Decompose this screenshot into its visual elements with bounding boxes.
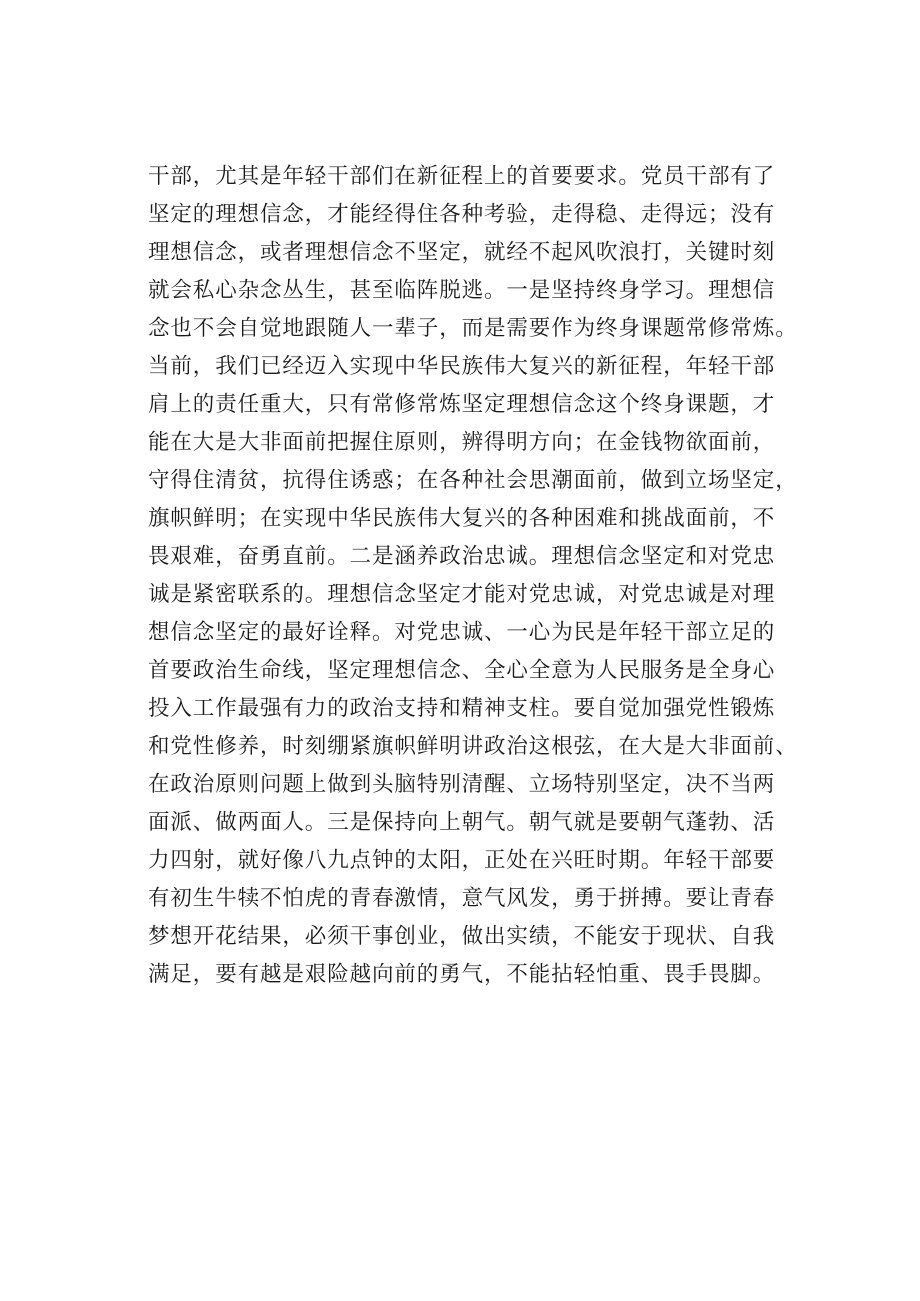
text-line: 想信念坚定的最好诠释。对党忠诚、一心为民是年轻干部立足的 [148, 620, 776, 645]
text-line: 守得住清贫，抗得住诱惑；在各种社会思潮面前，做到立场坚定， [148, 468, 798, 493]
text-line: 有初生牛犊不怕虎的青春激情，意气风发，勇于拼搏。要让青春 [148, 886, 776, 911]
text-line: 当前，我们已经迈入实现中华民族伟大复兴的新征程，年轻干部 [148, 354, 776, 379]
text-line: 和党性修养，时刻绷紧旗帜鲜明讲政治这根弦，在大是大非面前、 [148, 734, 798, 759]
text-line: 旗帜鲜明；在实现中华民族伟大复兴的各种困难和挑战面前，不 [148, 506, 776, 531]
text-line: 念也不会自觉地跟随人一辈子，而是需要作为终身课题常修常炼。 [148, 316, 798, 341]
text-line: 投入工作最强有力的政治支持和精神支柱。要自觉加强党性锻炼 [148, 696, 776, 721]
text-line: 诚是紧密联系的。理想信念坚定才能对党忠诚，对党忠诚是对理 [148, 582, 776, 607]
text-line: 满足，要有越是艰险越向前的勇气，不能拈轻怕重、畏手畏脚。 [148, 962, 776, 987]
text-line: 在政治原则问题上做到头脑特别清醒、立场特别坚定，决不当两 [148, 772, 776, 797]
text-line: 坚定的理想信念，才能经得住各种考验，走得稳、走得远；没有 [148, 202, 776, 227]
text-line: 能在大是大非面前把握住原则，辨得明方向；在金钱物欲面前， [148, 430, 776, 455]
text-line: 干部，尤其是年轻干部们在新征程上的首要要求。党员干部有了 [148, 164, 776, 189]
text-line: 理想信念，或者理想信念不坚定，就经不起风吹浪打，关键时刻 [148, 240, 776, 265]
text-line: 肩上的责任重大，只有常修常炼坚定理想信念这个终身课题，才 [148, 392, 776, 417]
body-paragraph [148, 158, 828, 994]
text-line: 首要政治生命线，坚定理想信念、全心全意为人民服务是全身心 [148, 658, 776, 683]
text-line: 畏艰难，奋勇直前。二是涵养政治忠诚。理想信念坚定和对党忠 [148, 544, 776, 569]
text-line: 面派、做两面人。三是保持向上朝气。朝气就是要朝气蓬勃、活 [148, 810, 776, 835]
text-line: 梦想开花结果，必须干事创业，做出实绩，不能安于现状、自我 [148, 924, 776, 949]
text-line: 力四射，就好像八九点钟的太阳，正处在兴旺时期。年轻干部要 [148, 848, 776, 873]
text-line: 就会私心杂念丛生，甚至临阵脱逃。一是坚持终身学习。理想信 [148, 278, 776, 303]
